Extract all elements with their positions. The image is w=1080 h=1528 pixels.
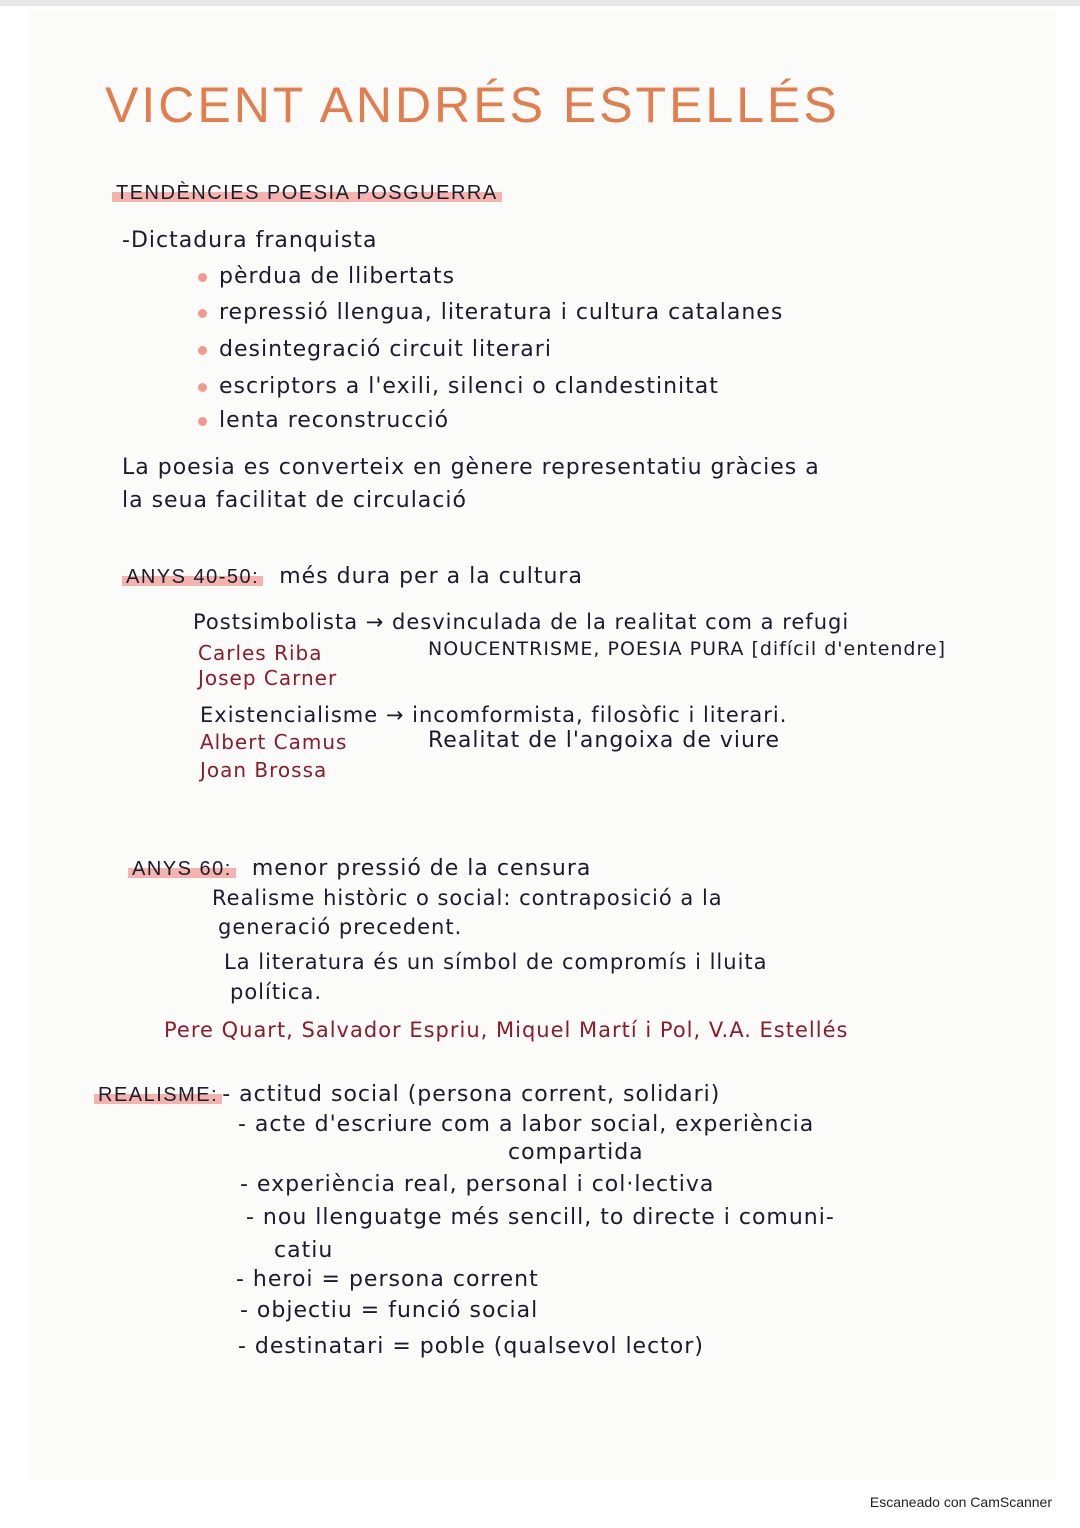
postsimbolista-note: NOUCENTRISME, POESIA PURA [difícil d'entendre] <box>428 638 946 660</box>
bullet-icon <box>198 417 207 426</box>
paragraph-line: La poesia es converteix en gènere representatiu gràcies a <box>122 455 820 480</box>
authors-line: Pere Quart, Salvador Espriu, Miquel Martí i Pol, V.A. Estellés <box>164 1018 849 1042</box>
list-item: repressió llengua, literatura i cultura catalanes <box>198 300 783 325</box>
paragraph-line: La literatura és un símbol de compromís i lluita <box>224 950 768 974</box>
section-anys-60: ANYS 60: menor pressió de la censura <box>128 856 591 881</box>
postsimbolista-line: Postsimbolista → desvinculada de la realitat com a refugi <box>193 610 850 634</box>
list-item: - acte d'escriure com a labor social, experiència <box>238 1112 815 1137</box>
list-item-continuation: catiu <box>274 1238 334 1263</box>
list-item: - experiència real, personal i col·lectiva <box>240 1172 715 1197</box>
existencialisme-note: Realitat de l'angoixa de viure <box>428 728 781 753</box>
list-item: desintegració circuit literari <box>198 337 552 362</box>
list-item: - destinatari = poble (qualsevol lector) <box>238 1334 704 1359</box>
bullet-icon <box>198 273 207 282</box>
list-item: - objectiu = funció social <box>240 1298 539 1323</box>
section-realisme: REALISME: - actitud social (persona corrent, solidari) <box>94 1082 720 1107</box>
scan-edge <box>0 0 1080 6</box>
author-name: Joan Brossa <box>200 758 328 782</box>
author-name: Carles Riba <box>198 641 323 665</box>
list-item-continuation: compartida <box>508 1140 644 1165</box>
paragraph-line: generació precedent. <box>218 915 463 939</box>
paragraph-line: la seua facilitat de circulació <box>122 488 467 513</box>
bullet-icon <box>198 383 207 392</box>
section-anys-40-50: ANYS 40-50: més dura per a la cultura <box>122 564 583 589</box>
list-item: pèrdua de llibertats <box>198 264 455 289</box>
bullet-icon <box>198 346 207 355</box>
paragraph-line: política. <box>230 980 323 1004</box>
list-item: escriptors a l'exili, silenci o clandestinitat <box>198 374 719 399</box>
author-name: Albert Camus <box>200 730 348 754</box>
list-item: - nou llenguatge més sencill, to directe i comuni- <box>246 1205 835 1230</box>
paragraph-line: Realisme històric o social: contraposició a la <box>212 886 723 910</box>
page-title: VICENT ANDRÉS ESTELLÉS <box>105 77 840 133</box>
author-name: Josep Carner <box>198 666 338 690</box>
list-item: - heroi = persona corrent <box>236 1267 539 1292</box>
dictatorship-line: -Dictadura franquista <box>122 228 378 253</box>
scanner-watermark: Escaneado con CamScanner <box>869 1494 1052 1510</box>
section-heading-tendencies: TENDÈNCIES POESIA POSGUERRA <box>112 180 502 205</box>
existencialisme-line: Existencialisme → incomformista, filosòfic i literari. <box>200 703 788 727</box>
bullet-icon <box>198 309 207 318</box>
list-item: lenta reconstrucció <box>198 408 449 433</box>
